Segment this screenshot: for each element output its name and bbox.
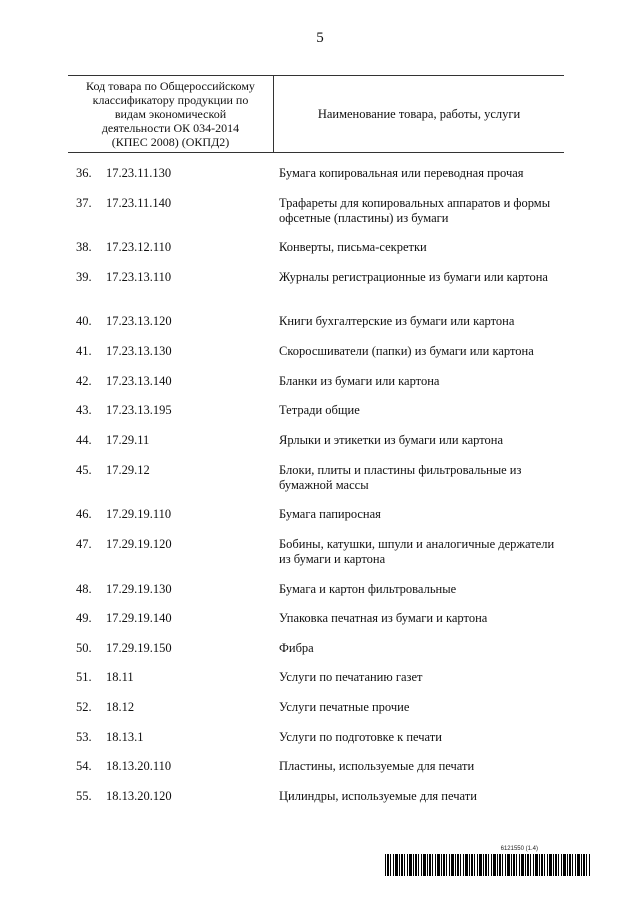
row-number: 53. [76, 729, 92, 744]
table-header [68, 75, 564, 153]
row-code: 17.23.13.195 [106, 403, 172, 418]
table-row [68, 611, 568, 641]
table-row [68, 463, 568, 508]
row-name: Трафареты для копировальных аппаратов и формы офсетные (пластины) из бумаги [279, 195, 551, 225]
row-name: Бумага и картон фильтровальные [279, 581, 457, 596]
header-code-line: (КПЕС 2008) (ОКПД2) [111, 135, 230, 149]
row-number: 41. [76, 344, 92, 359]
table-row [68, 507, 568, 537]
row-name: Цилиндры, используемые для печати [279, 788, 477, 803]
row-code: 18.13.20.110 [106, 759, 172, 774]
row-name: Блоки, плиты и пластины фильтровальные из бумажной массы [279, 462, 522, 492]
table-body [68, 166, 568, 819]
barcode-area [385, 846, 590, 878]
table-row [68, 196, 568, 241]
row-name: Бумага копировальная или переводная прочая [279, 166, 524, 180]
barcode-caption: 6121550 (1.4) [500, 846, 538, 852]
row-name: Ярлыки и этикетки из бумаги или картона [279, 433, 504, 448]
row-number: 52. [76, 700, 92, 715]
row-code: 18.11 [106, 670, 134, 685]
table-row [68, 314, 568, 344]
row-name: Скоросшиватели (папки) из бумаги или картона [279, 344, 534, 359]
row-code: 17.29.19.120 [106, 536, 172, 551]
row-code: 18.12 [106, 700, 135, 715]
row-number: 45. [76, 462, 92, 477]
table-row [68, 537, 568, 582]
row-number: 49. [76, 611, 92, 626]
row-code: 17.29.11 [106, 433, 150, 448]
table-row [68, 433, 568, 463]
row-code: 17.29.19.150 [106, 640, 172, 655]
row-name: Фибра [279, 640, 314, 655]
row-code: 17.23.12.110 [106, 240, 172, 255]
row-name: Бобины, катушки, шпули и аналогичные держатели из бумаги и картона [279, 536, 555, 566]
row-number: 50. [76, 640, 92, 655]
row-number: 39. [76, 269, 92, 284]
row-name: Журналы регистрационные из бумаги или картона [279, 269, 548, 284]
row-code: 17.23.13.130 [106, 344, 172, 359]
row-name: Упаковка печатная из бумаги и картона [279, 611, 488, 626]
header-code-line: классификатору продукции по [92, 93, 249, 107]
row-code: 17.23.13.110 [106, 269, 172, 284]
row-number: 36. [76, 166, 92, 180]
row-name: Услуги по печатанию газет [279, 670, 423, 685]
row-name: Услуги печатные прочие [279, 700, 410, 715]
table-row [68, 240, 568, 270]
row-number: 46. [76, 507, 92, 522]
page-number: 5 [316, 30, 324, 46]
header-name-column: Наименование товара, работы, услуги [317, 106, 521, 121]
row-code: 17.23.13.140 [106, 373, 172, 388]
row-number: 38. [76, 240, 92, 255]
row-name: Услуги по подготовке к печати [279, 729, 442, 744]
row-name: Конверты, письма-секретки [279, 240, 427, 255]
row-number: 40. [76, 314, 92, 329]
row-code: 17.23.13.120 [106, 314, 172, 329]
table-row [68, 166, 568, 196]
table-row [68, 582, 568, 612]
row-number: 51. [76, 670, 92, 685]
table-row [68, 670, 568, 700]
row-number: 42. [76, 373, 92, 388]
header-code-line: деятельности ОК 034-2014 [101, 121, 240, 135]
row-code: 17.29.19.130 [106, 581, 172, 596]
header-code-column [68, 76, 274, 152]
row-number: 43. [76, 403, 92, 418]
table-row [68, 789, 568, 819]
row-code: 17.23.11.140 [106, 195, 172, 210]
row-name: Тетради общие [279, 403, 360, 418]
row-number: 54. [76, 759, 92, 774]
table-row [68, 759, 568, 789]
row-code: 17.29.12 [106, 462, 150, 477]
barcode [385, 854, 590, 876]
row-code: 17.29.19.140 [106, 611, 172, 626]
header-code-line: Код товара по Общероссийскому [86, 79, 255, 93]
row-number: 55. [76, 788, 92, 803]
row-code: 18.13.20.120 [106, 788, 172, 803]
row-name: Бумага папиросная [279, 507, 381, 522]
row-code: 17.29.19.110 [106, 507, 172, 522]
row-number: 48. [76, 581, 92, 596]
row-number: 44. [76, 433, 92, 448]
table-row [68, 700, 568, 730]
row-name: Пластины, используемые для печати [279, 759, 475, 774]
row-name: Книги бухгалтерские из бумаги или картона [279, 314, 515, 329]
table-row [68, 374, 568, 404]
table-row [68, 641, 568, 671]
row-name: Бланки из бумаги или картона [279, 373, 440, 388]
row-code: 17.23.11.130 [106, 166, 172, 180]
table-row [68, 344, 568, 374]
table-row [68, 730, 568, 760]
row-code: 18.13.1 [106, 729, 144, 744]
row-number: 37. [76, 195, 92, 210]
header-code-line: видам экономической [114, 107, 227, 121]
table-row [68, 403, 568, 433]
table-row [68, 270, 568, 315]
row-number: 47. [76, 536, 92, 551]
